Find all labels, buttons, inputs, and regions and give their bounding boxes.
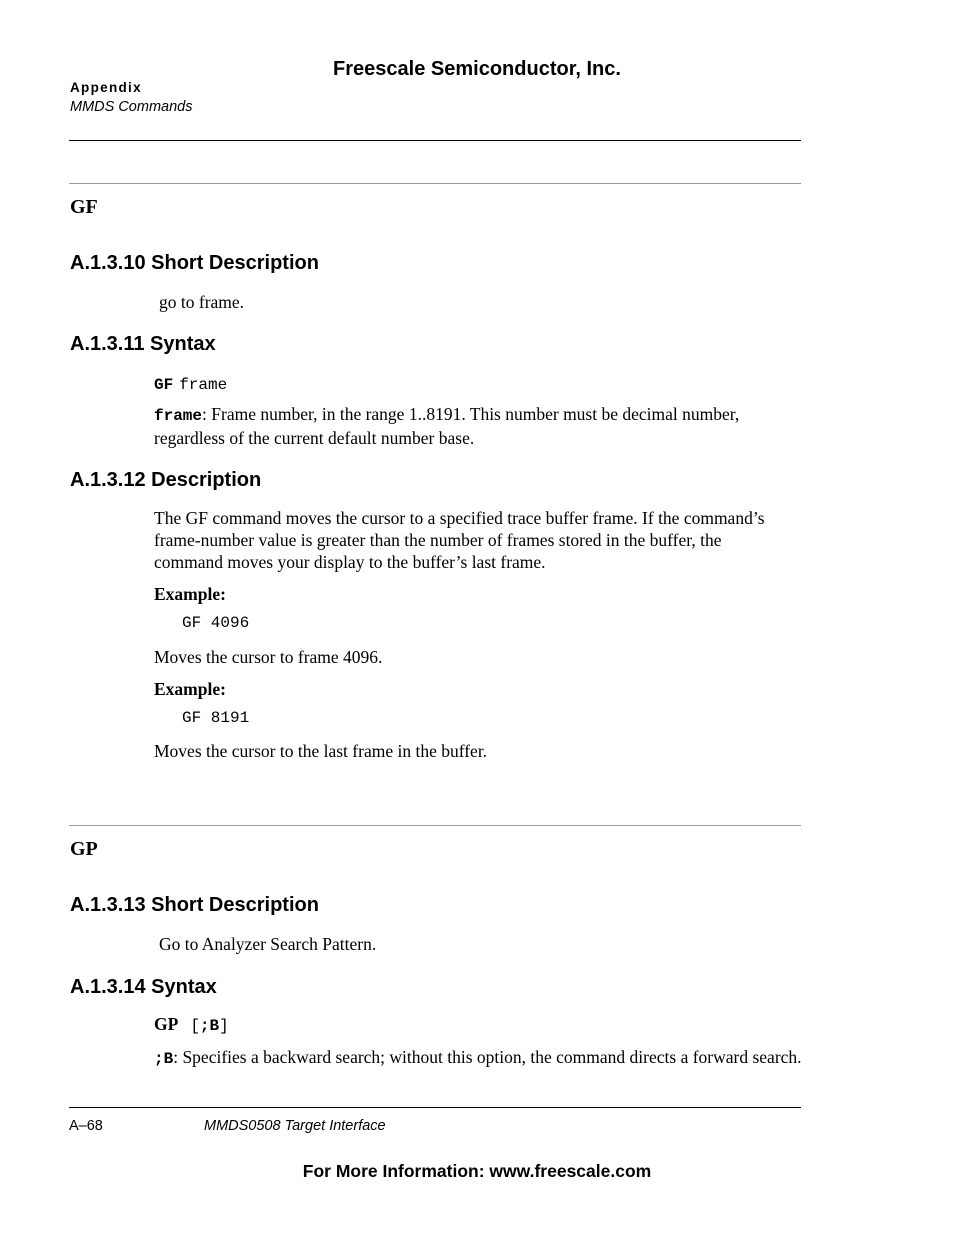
- gf-example1-code: GF 4096: [182, 614, 250, 632]
- gf-parameter-name: frame: [154, 407, 203, 425]
- gf-example2-text: Moves the cursor to the last frame in the buffer.: [154, 741, 488, 761]
- gp-syntax-close-bracket: ]: [219, 1017, 229, 1035]
- gf-syntax-line: [154, 372, 804, 396]
- gf-command-title: GF: [70, 196, 98, 218]
- gp-syntax-option: ;B: [199, 1017, 220, 1035]
- gp-parameter-name: ;B: [154, 1050, 174, 1068]
- gp-parameter-text: : Specifies a backward search; without this option, the command directs a forward search.: [173, 1047, 802, 1067]
- gp-command-title: GP: [70, 838, 98, 860]
- gf-syntax-heading: A.1.3.11 Syntax: [70, 333, 216, 355]
- gf-separator: [69, 183, 801, 184]
- gf-example1-label: Example:: [154, 584, 226, 604]
- gf-short-description-heading: A.1.3.10 Short Description: [70, 252, 319, 274]
- more-info-footer[interactable]: For More Information: www.freescale.com: [302, 1161, 652, 1181]
- gp-syntax-open-bracket: [: [190, 1017, 200, 1035]
- gp-short-description-text: Go to Analyzer Search Pattern.: [159, 934, 377, 954]
- gf-description-text: The GF command moves the cursor to a specified trace buffer frame. If the command’s frame-number value is greater than the number of frames stored in the buffer, the command moves your display to the buffer’s last frame.: [154, 508, 765, 572]
- gf-syntax-argument: frame: [179, 376, 228, 394]
- gp-syntax-line: [154, 1013, 804, 1037]
- gp-short-description-heading: A.1.3.13 Short Description: [70, 894, 319, 916]
- section-label: MMDS Commands: [70, 99, 193, 115]
- gp-parameter-description: [154, 1046, 804, 1070]
- gp-separator: [69, 825, 801, 826]
- gf-example2-code: GF 8191: [182, 709, 250, 727]
- page-number: A–68: [69, 1118, 103, 1134]
- company-name: Freescale Semiconductor, Inc.: [333, 58, 621, 80]
- gp-syntax-command: GP: [154, 1014, 179, 1034]
- header-rule: [69, 140, 801, 141]
- gf-example2-label: Example:: [154, 679, 226, 699]
- footer-rule: [69, 1107, 801, 1108]
- gf-example1-text: Moves the cursor to frame 4096.: [154, 647, 383, 667]
- gf-short-description-text: go to frame.: [159, 292, 245, 312]
- gf-syntax-command: GF: [154, 376, 174, 394]
- gf-parameter-text: : Frame number, in the range 1..8191. This number must be decimal number, regardless of the current default number base.: [154, 404, 740, 448]
- gf-description-heading: A.1.3.12 Description: [70, 469, 262, 491]
- chapter-label: Appendix: [70, 80, 142, 95]
- document-title: MMDS0508 Target Interface: [204, 1118, 386, 1134]
- gp-syntax-heading: A.1.3.14 Syntax: [70, 976, 217, 998]
- gf-parameter-description: [154, 403, 804, 449]
